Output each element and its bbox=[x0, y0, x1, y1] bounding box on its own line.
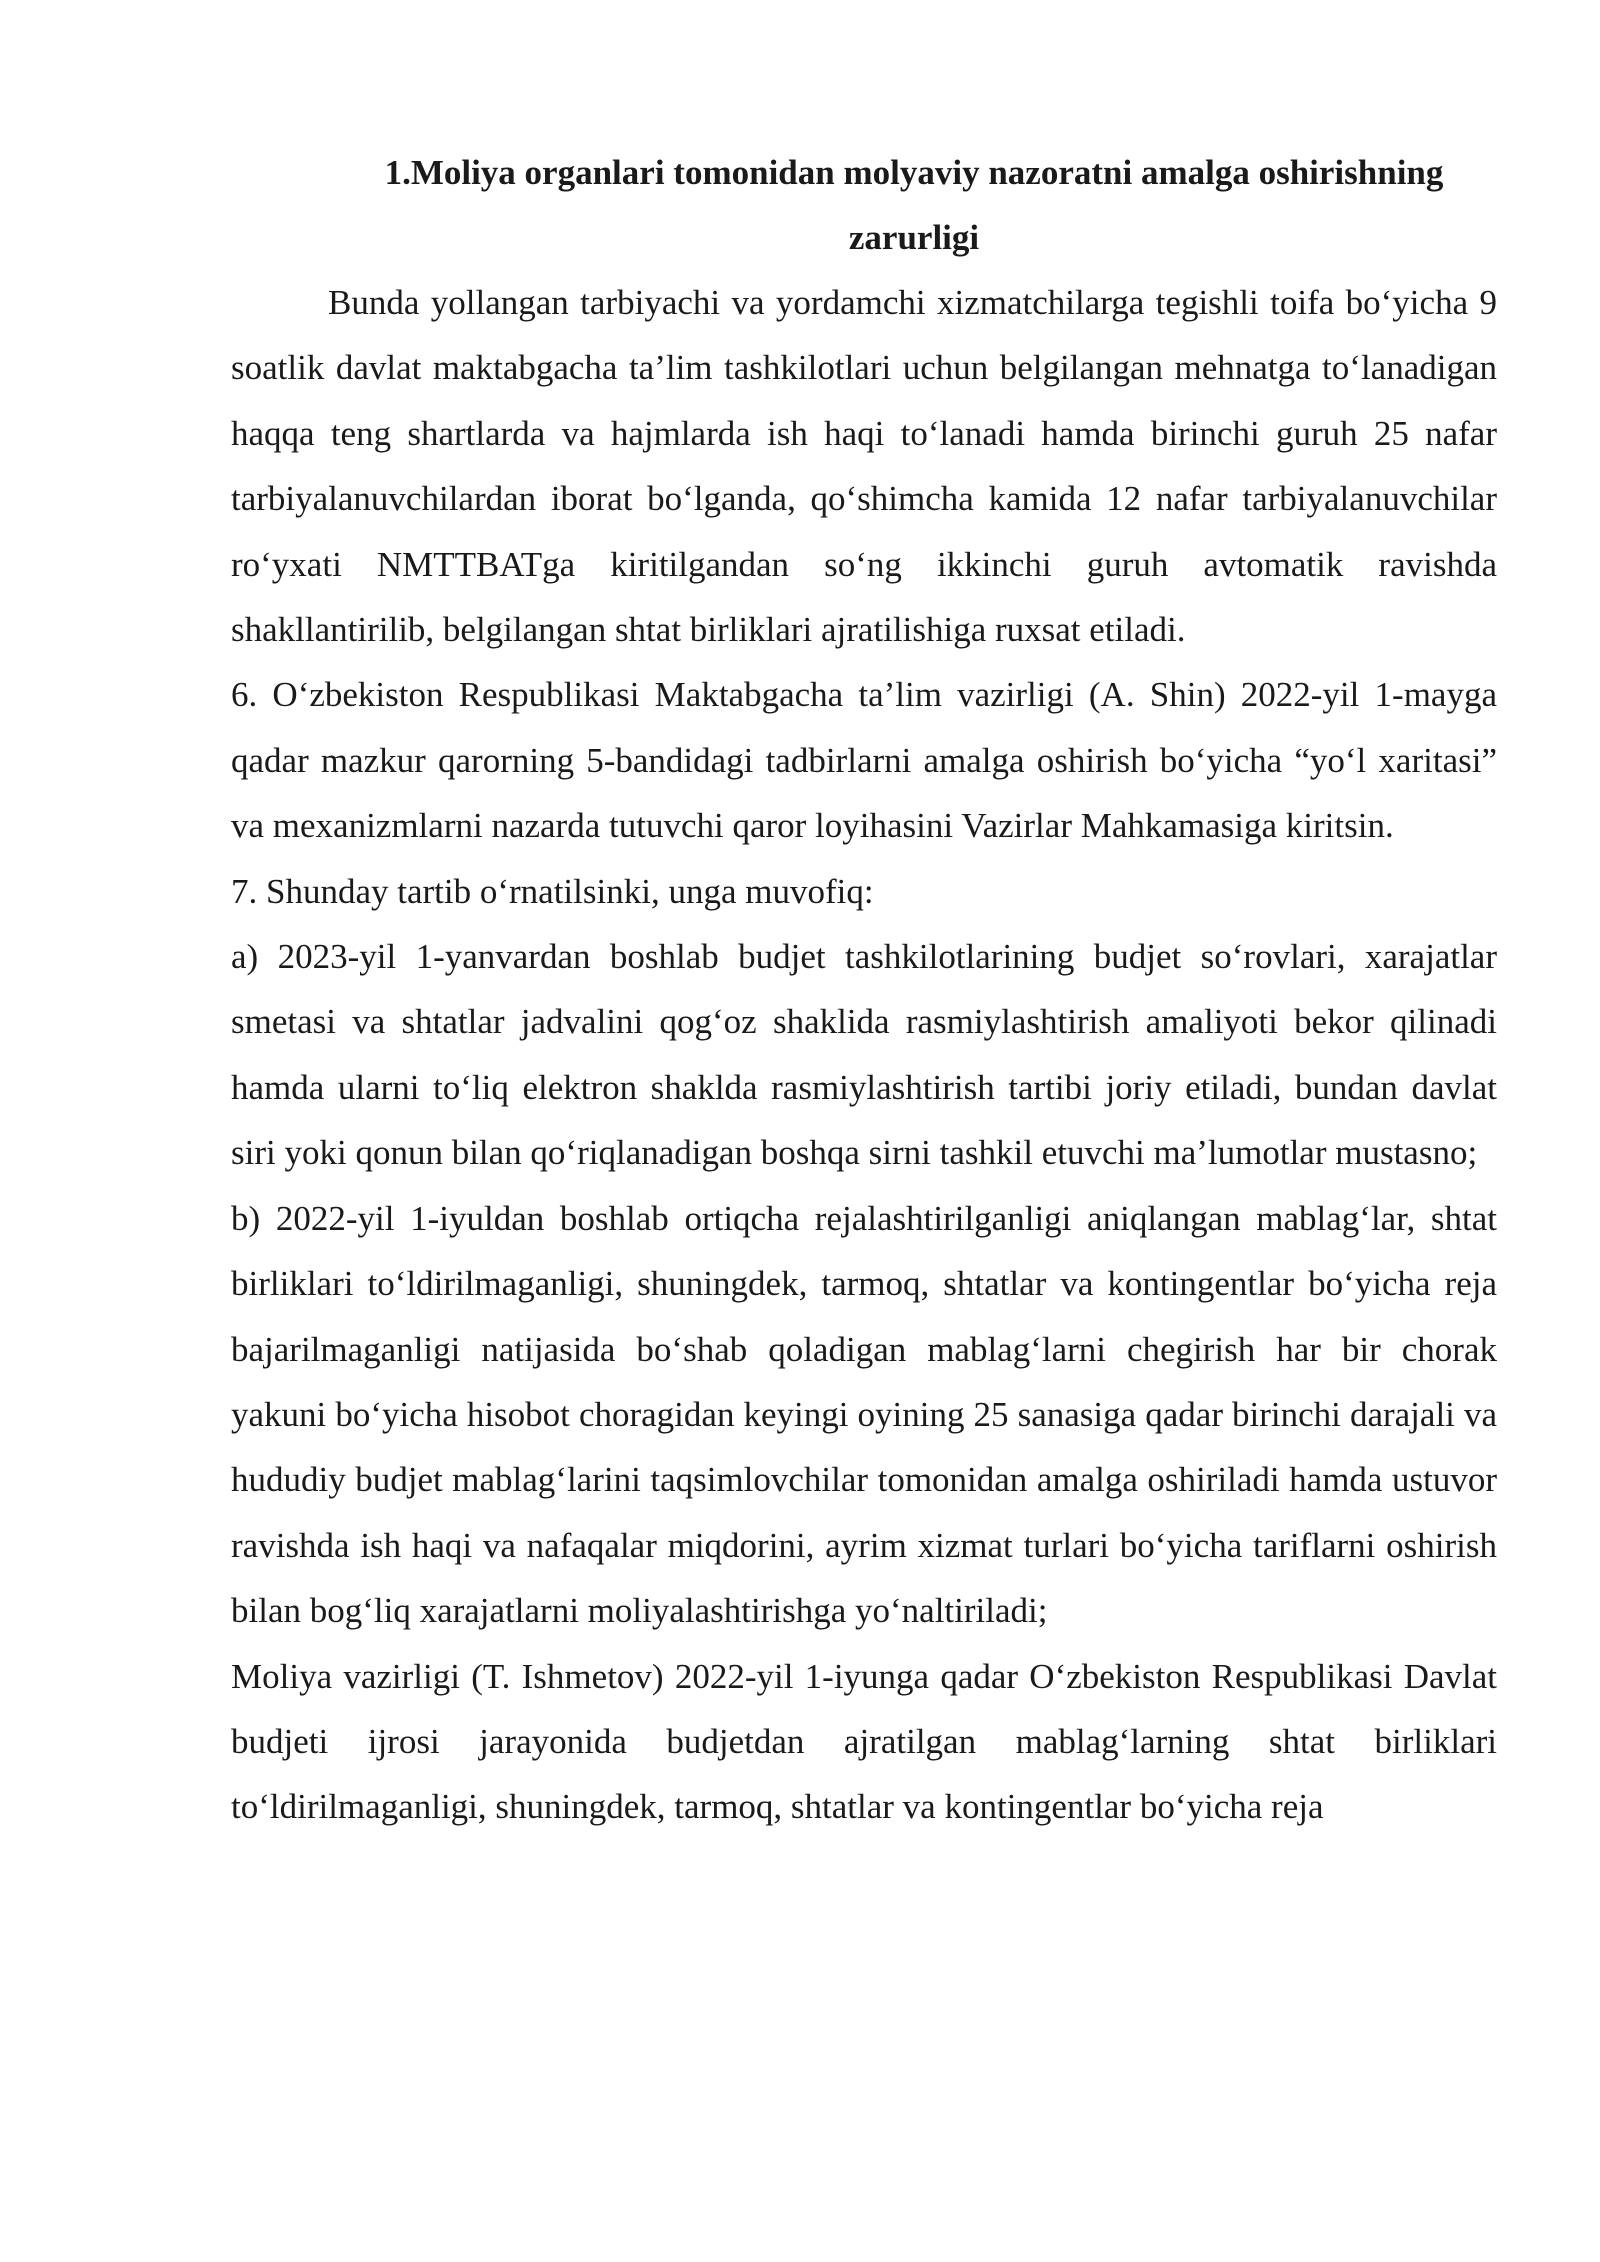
paragraph-ministry: Moliya vazirligi (T. Ishmetov) 2022-yil 1-iyunga qadar O‘zbekiston Respublikasi Davlat budjeti ijrosi jarayonida budjetdan ajratilgan mablag‘larning shtat birliklari to‘ldirilmaganligi, shuningdek, tarmoq, shtatlar va kontingentlar bo‘yicha reja bbox=[231, 1656, 1497, 1827]
paragraph-item-7: 7. Shunday tartib o‘rnatilsinki, unga muvofiq: bbox=[231, 871, 874, 911]
document-body bbox=[231, 140, 1497, 1840]
paragraph-item-7b: b) 2022-yil 1-iyuldan boshlab ortiqcha rejalashtirilganligi aniqlangan mablag‘lar, shtat birliklari to‘ldirilmaganligi, shuningdek, tarmoq, shtatlar va kontingentlar bo‘yicha reja bajarilmaganligi natijasida bo‘shab qoladigan mablag‘larni chegirish har bir chorak yakuni bo‘yicha hisobot choragidan keyingi oyining 25 sanasiga qadar birinchi darajali va hududiy budjet mablag‘larini taqsimlovchilar tomonidan amalga oshiriladi hamda ustuvor ravishda ish haqi va nafaqalar miqdorini, ayrim xizmat turlari bo‘yicha tariflarni oshirish bilan bog‘liq xarajatlarni moliyalashtirishga yo‘naltiriladi; bbox=[231, 1198, 1497, 1631]
paragraph-item-6: 6. O‘zbekiston Respublikasi Maktabgacha ta’lim vazirligi (A. Shin) 2022-yil 1-mayga qadar mazkur qarorning 5-bandidagi tadbirlarni amalga oshirish bo‘yicha “yo‘l xaritasi” va mexanizmlarni nazarda tutuvchi qaror loyihasini Vazirlar Mahkamasiga kiritsin. bbox=[231, 675, 1497, 846]
paragraph-item-7a: a) 2023-yil 1-yanvardan boshlab budjet tashkilotlarining budjet so‘rovlari, xarajatlar smetasi va shtatlar jadvalini qog‘oz shaklida rasmiylashtirish amaliyoti bekor qilinadi hamda ularni to‘liq elektron shaklda rasmiylashtirish tartibi joriy etiladi, bundan davlat siri yoki qonun bilan qo‘riqlanadigan boshqa sirni tashkil etuvchi ma’lumotlar mustasno; bbox=[231, 937, 1497, 1173]
section-title: 1.Moliya organlari tomonidan molyaviy nazoratni amalga oshirishning zarurligi bbox=[384, 153, 1444, 257]
paragraph-intro: Bunda yollangan tarbiyachi va yordamchi xizmatchilarga tegishli toifa bo‘yicha 9 soatlik davlat maktabgacha ta’lim tashkilotlari uchun belgilangan mehnatga to‘lanadigan haqqa teng shartlarda va hajmlarda ish haqi to‘lanadi hamda birinchi guruh 25 nafar tarbiyalanuvchilardan iborat bo‘lganda, qo‘shimcha kamida 12 nafar tarbiyalanuvchilar ro‘yxati NMTTBATga kiritilgandan so‘ng ikkinchi guruh avtomatik ravishda shakllantirilib, belgilangan shtat birliklari ajratilishiga ruxsat etiladi. bbox=[231, 283, 1497, 650]
